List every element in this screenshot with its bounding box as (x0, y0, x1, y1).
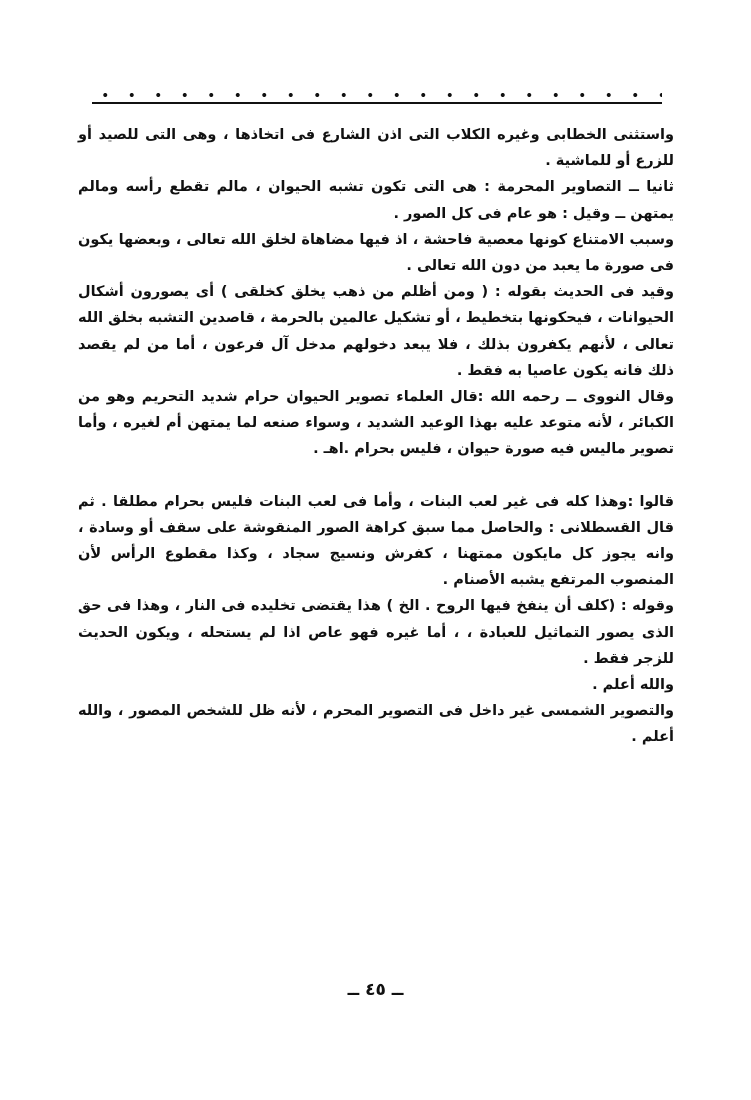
paragraph-nawawi: وقال النووى ــ رحمه الله :قال العلماء تصوير الحيوان حرام شديد التحريم وهو من الكبائر ، لأنه متوعد عليه بهذا الوعيد الشديد ، وسواء صنعه لما يمتهن أم لغيره ، وأما تصوير ماليس فيه صورة حيوان ، فليس بحرام .اهـ . (78, 389, 674, 458)
paragraph-hadith-qualification: وقيد فى الحديث بقوله : ( ومن أظلم من ذهب يخلق كخلقى ) أى يصورون أشكال الحيوانات ، فيحكونها بتخطيط ، أو تشكيل عالمين بالحرمة ، قاصدين التشبه بخلق الله تعالى ، لأنهم يكفرون بذلك ، فلا يبعد دخولهم مدخل آل فرعون ، أما من لم يقصد ذلك فانه يكون عاصيا به فقط . (78, 284, 674, 379)
paragraph-forbidden-images: ثانيا ــ التصاوير المحرمة : هى التى تكون تشبه الحيوان ، مالم تقطع رأسه ومالم يمتهن ــ وقيل : هو عام فى كل الصور . (78, 179, 674, 222)
paragraph-allah-knows: والله أعلم . (592, 677, 674, 694)
paragraph-qastallani: قالوا :وهذا كله فى غير لعب البنات ، وأما فى لعب البنات فليس بحرام مطلقا . ثم قال القسطلانى : والحاصل مما سبق كراهة الصور المنقوشة على سقف أو وسادة ، وانه يجوز كل مايكون ممتهنا ، كفرش ونسيج سجاد ، وكذا مقطوع الرأس لأن المنصوب المرتفع يشبه الأصنام . (78, 493, 674, 589)
paragraph-breathe-soul: وقوله : (كلف أن ينفخ فيها الروح . الخ ) هذا يقتضى تخليده فى النار ، وهذا فى حق الذى يصور التماثيل للعبادة ، ، أما غيره فهو عاص اذا لم يستحله ، ويكون الحديث للزجر فقط . (78, 598, 674, 667)
page-body (78, 122, 674, 751)
paragraph-reason: وسبب الامتناع كونها معصية فاحشة ، اذ فيها مضاهاة لخلق الله تعالى ، وبعضها يكون فى صورة ما يعبد من دون الله تعالى . (78, 231, 674, 275)
paragraph-exception-dogs: واستثنى الخطابى وغيره الكلاب التى اذن الشارع فى اتخاذها ، وهى التى للصيد أو للزرع أو للماشية . (78, 127, 674, 170)
header-rule (92, 102, 662, 104)
paragraph-photography: والتصوير الشمسى غير داخل فى التصوير المحرم ، لأنه ظل للشخص المصور ، والله أعلم . (78, 703, 674, 746)
page-number: ــ ٤٥ ــ (347, 980, 404, 1000)
page-header (92, 86, 662, 108)
header-dot-ornament (92, 92, 662, 98)
